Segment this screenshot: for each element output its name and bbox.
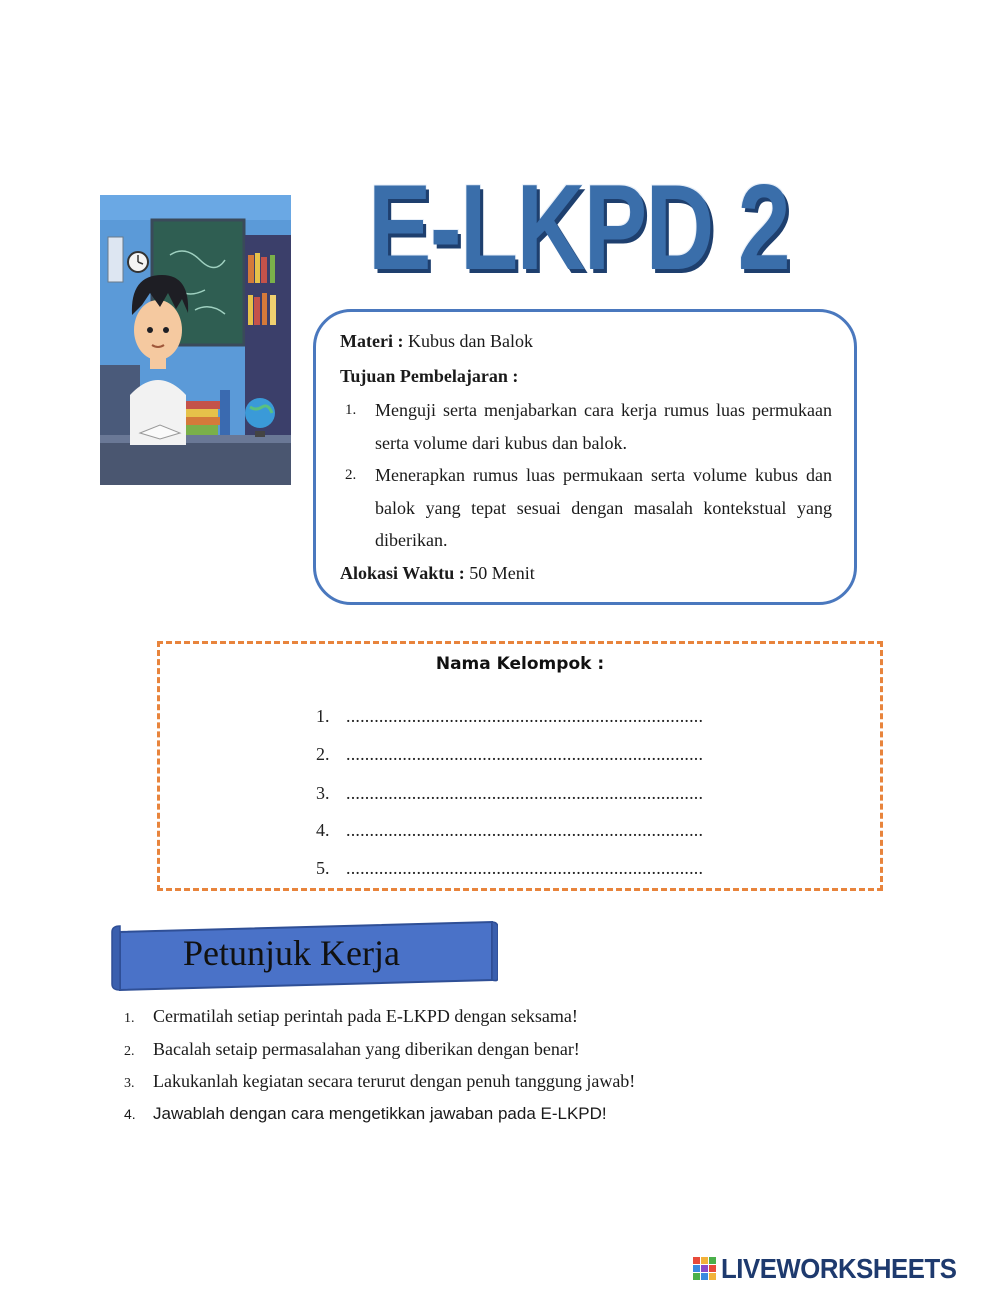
tujuan-line [340, 366, 518, 387]
instruction-number: 2. [124, 1044, 135, 1059]
objective-number: 2. [345, 467, 357, 483]
instruction-item [124, 1104, 824, 1124]
instruction-number: 3. [124, 1076, 135, 1091]
objective-text: Menerapkan rumus luas permukaan serta volume kubus dan balok yang tepat sesuai dengan masalah kontekstual yang diberikan. [375, 465, 832, 550]
instruction-text: Lakukanlah kegiatan secara terurut dengan penuh tanggung jawab! [153, 1071, 636, 1091]
objective-text: Menguji serta menjabarkan cara kerja rumus luas permukaan serta volume dari kubus dan balok. [375, 400, 832, 453]
member-line[interactable] [316, 706, 736, 727]
instruction-number: 4. [124, 1106, 136, 1122]
member-blank[interactable]: ............................................................................ [346, 706, 704, 726]
alokasi-value: 50 Menit [469, 563, 535, 583]
member-blank[interactable]: ............................................................................ [346, 820, 704, 840]
objective-number: 1. [345, 402, 357, 418]
member-line[interactable] [316, 858, 736, 879]
member-number: 4. [316, 820, 330, 840]
member-line[interactable] [316, 783, 736, 804]
materi-line [340, 331, 533, 352]
member-blank[interactable]: ............................................................................ [346, 783, 704, 803]
materi-value: Kubus dan Balok [407, 331, 533, 351]
instruction-text: Jawablah dengan cara mengetikkan jawaban pada E-LKPD! [153, 1104, 607, 1123]
instruction-number: 1. [124, 1011, 135, 1026]
objective-item [345, 394, 832, 460]
member-number: 3. [316, 783, 330, 803]
instruction-item [124, 1039, 824, 1060]
alokasi-line [340, 563, 535, 584]
objective-item [345, 459, 832, 559]
instruction-item [124, 1006, 824, 1027]
group-names-box [157, 641, 883, 891]
liveworksheets-watermark [692, 1254, 977, 1284]
instruction-text: Cermatilah setiap perintah pada E-LKPD dengan seksama! [153, 1006, 578, 1026]
member-line[interactable] [316, 820, 736, 841]
member-line[interactable] [316, 744, 736, 765]
liveworksheets-logo-icon [692, 1256, 718, 1282]
member-number: 1. [316, 706, 330, 726]
watermark-text: LIVEWORKSHEETS [721, 1253, 957, 1284]
instruction-text: Bacalah setaip permasalahan yang diberikan dengan benar! [153, 1039, 580, 1059]
materi-label: Materi : [340, 331, 404, 351]
group-title: Nama Kelompok : [435, 654, 605, 674]
instructions-heading: Petunjuk Kerja [183, 933, 400, 973]
member-blank[interactable]: ............................................................................ [346, 744, 704, 764]
worksheet-title: E-LKPD 2 [368, 159, 790, 295]
tujuan-label: Tujuan Pembelajaran : [340, 366, 519, 386]
student-classroom-illustration [100, 195, 291, 485]
instruction-item [124, 1071, 824, 1092]
member-blank[interactable]: ............................................................................ [346, 858, 704, 878]
alokasi-label: Alokasi Waktu : [340, 563, 465, 583]
member-number: 5. [316, 858, 330, 878]
member-number: 2. [316, 744, 330, 764]
